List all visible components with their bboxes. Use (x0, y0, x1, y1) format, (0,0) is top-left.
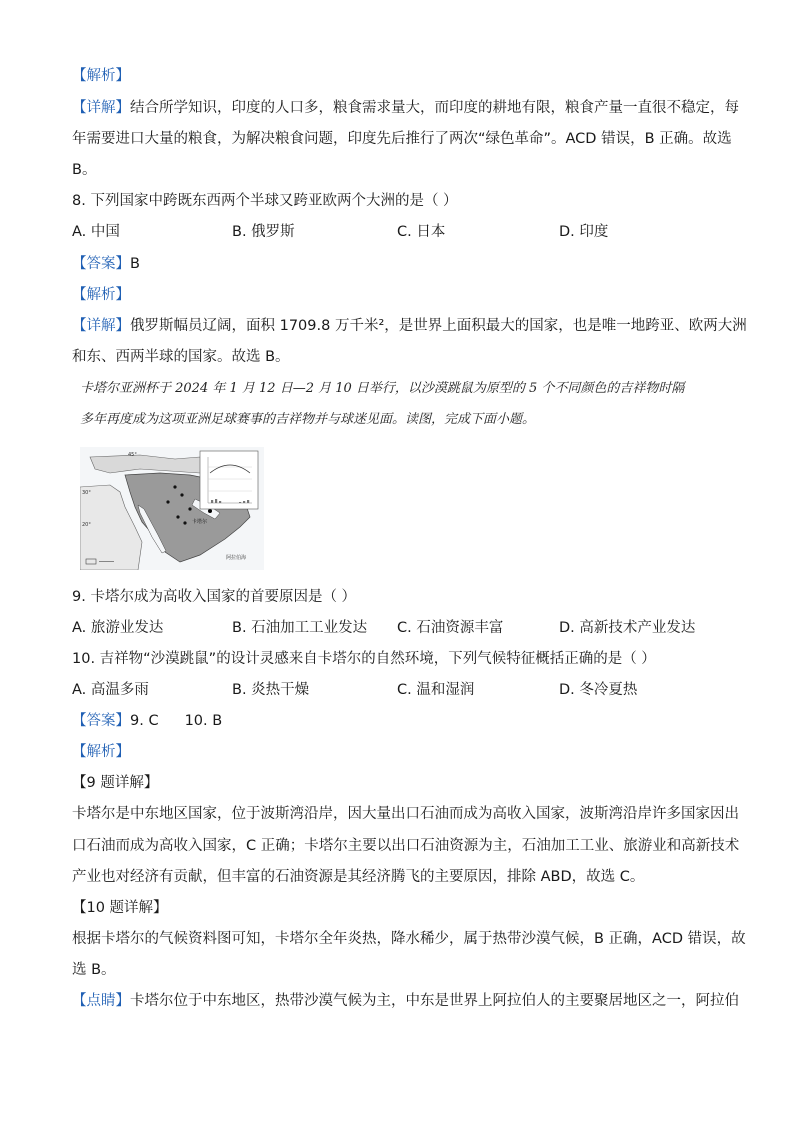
detail-paragraph-line: B。 (72, 162, 97, 178)
detail-paragraph-line: 【详解】结合所学知识，印度的人口多，粮食需求量大，而印度的耕地有限，粮食产量一直很不稳定，每 (72, 100, 739, 116)
option-a: A. 旅游业发达 (72, 620, 164, 636)
option-d: D. 冬冷夏热 (559, 682, 638, 698)
map-label-lat45: 45° (128, 452, 137, 458)
detail-tag: 【详解】 (72, 318, 130, 334)
detail-paragraph-line: 【详解】俄罗斯幅员辽阔，面积 1709.8 万千米²，是世界上面积最大的国家，也是唯一地跨亚、欧两大洲 (72, 318, 747, 334)
map-city-dot (183, 521, 186, 524)
explanation-line: 卡塔尔是中东地区国家，位于波斯湾沿岸，因大量出口石油而成为高收入国家，波斯湾沿岸许多国家因出 (72, 806, 739, 822)
explanation-line: 选 B。 (72, 962, 116, 978)
option-a: A. 高温多雨 (72, 682, 149, 698)
climate-chart-bar (247, 500, 249, 503)
option-c: C. 温和湿润 (397, 682, 475, 698)
option-b: B. 俄罗斯 (232, 224, 295, 240)
detail-paragraph-line: 年需要进口大量的粮食，为解决粮食问题，印度先后推行了两次“绿色革命”。ACD 错误，B 正确。故选 (72, 131, 732, 147)
map-qatar-dot (208, 509, 212, 513)
option-c: C. 日本 (397, 224, 446, 240)
option-a: A. 中国 (72, 224, 120, 240)
map-city-dot (188, 507, 191, 510)
explanation-line: 产业也对经济有贡献，但丰富的石油资源是其经济腾飞的主要原因，排除 ABD，故选 C。 (72, 869, 645, 885)
climate-chart-bar (219, 501, 221, 503)
question-9-options (72, 618, 732, 638)
climate-chart-bar (215, 499, 217, 503)
map-city-dot (180, 493, 183, 496)
question-8-options (72, 222, 732, 242)
question-8: 8. 下列国家中跨既东西两个半球又跨亚欧两个大洲的是（ ） (72, 193, 458, 209)
explanation-line: 根据卡塔尔的气候资料图可知，卡塔尔全年炎热，降水稀少，属于热带沙漠气候，B 正确，ACD 错误，故 (72, 931, 746, 947)
climate-chart-bar (243, 501, 245, 503)
analysis-heading: 【解析】 (72, 287, 130, 303)
tip-tag: 【点睛】 (72, 993, 130, 1009)
map-label-arabian-sea: 阿拉伯海 (226, 555, 247, 561)
map-city-dot (173, 485, 176, 488)
climate-chart-bar (239, 502, 241, 503)
sub-heading-9: 【9 题详解】 (72, 775, 159, 791)
answer-tag: 【答案】 (72, 713, 130, 729)
map-city-dot (166, 500, 169, 503)
option-b: B. 石油加工工业发达 (232, 620, 368, 636)
detail-paragraph-line: 和东、西两半球的国家。故选 B。 (72, 349, 290, 365)
analysis-heading: 【解析】 (72, 68, 130, 84)
passage-line: 卡塔尔亚洲杯于 2024 年 1 月 12 日—2 月 10 日举行，以沙漠跳鼠为原型的 5 个不同颜色的吉祥物时隔 (80, 381, 685, 396)
map-label-lat20: 20° (82, 522, 91, 528)
answer-8: 【答案】B (72, 256, 140, 272)
option-c: C. 石油资源丰富 (397, 620, 504, 636)
tip-line: 【点睛】卡塔尔位于中东地区，热带沙漠气候为主，中东是世界上阿拉伯人的主要聚居地区之一，阿拉伯 (72, 993, 739, 1009)
question-10-options (72, 680, 732, 700)
map-label-qatar: 卡塔尔 (192, 519, 208, 525)
middle-east-map (80, 447, 264, 570)
answer-9-10: 【答案】9. C 10. B (72, 713, 223, 729)
option-b: B. 炎热干燥 (232, 682, 310, 698)
sub-heading-10: 【10 题详解】 (72, 900, 168, 916)
map-city-dot (176, 515, 179, 518)
analysis-heading: 【解析】 (72, 744, 130, 760)
explanation-line: 口石油而成为高收入国家，C 正确；卡塔尔主要以出口石油资源为主，石油加工工业、旅游业和高新技术 (72, 838, 740, 854)
option-d: D. 印度 (559, 224, 609, 240)
passage-line: 多年再度成为这项亚洲足球赛事的吉祥物并与球迷见面。读图，完成下面小题。 (80, 412, 536, 427)
question-9: 9. 卡塔尔成为高收入国家的首要原因是（ ） (72, 589, 357, 605)
map-label-lat30: 30° (82, 490, 91, 496)
climate-chart-bar (211, 500, 213, 503)
question-10: 10. 吉祥物“沙漠跳鼠”的设计灵感来自卡塔尔的自然环境，下列气候特征概括正确的是（ ） (72, 651, 656, 667)
climate-chart-inset (200, 451, 258, 509)
option-d: D. 高新技术产业发达 (559, 620, 696, 636)
detail-tag: 【详解】 (72, 100, 130, 116)
answer-tag: 【答案】 (72, 256, 130, 272)
